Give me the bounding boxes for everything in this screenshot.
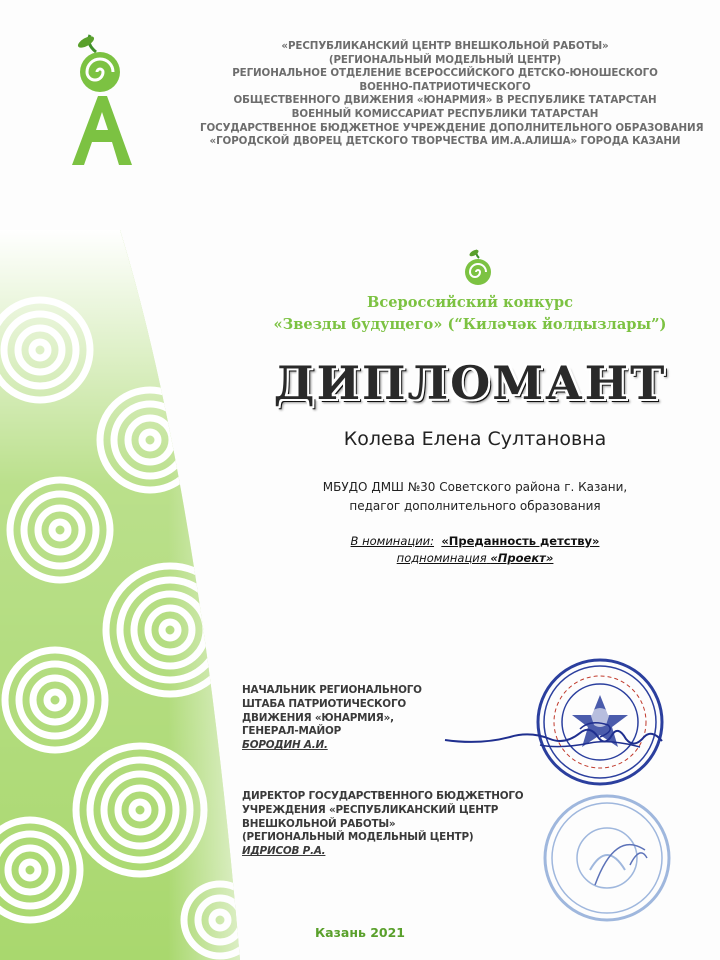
signatory-title-line: УЧРЕЖДЕНИЯ «РЕСПУБЛИКАНСКИЙ ЦЕНТР <box>242 803 499 816</box>
header-line: ВОЕННО-ПАТРИОТИЧЕСКОГО <box>359 80 531 93</box>
subnomination-line <box>240 550 710 567</box>
signatory-title-line: (РЕГИОНАЛЬНЫЙ МОДЕЛЬНЫЙ ЦЕНТР) <box>242 831 474 844</box>
recipient-organization <box>240 478 710 516</box>
signatory-1 <box>242 684 422 753</box>
green-swirl-icon <box>463 248 493 288</box>
signatory-title-line: ШТАБА ПАТРИОТИЧЕСКОГО <box>242 697 406 710</box>
nomination-line <box>240 533 710 550</box>
contest-title <box>240 292 700 336</box>
subnomination-label: подноминация <box>396 551 487 565</box>
signatory-title-line: ДВИЖЕНИЯ «ЮНАРМИЯ», <box>242 711 394 724</box>
green-swirl-background <box>0 230 240 960</box>
organization-line-2: педагог дополнительного образования <box>349 499 601 513</box>
header-line: РЕГИОНАЛЬНОЕ ОТДЕЛЕНИЕ ВСЕРОССИЙСКОГО ДЕТСКО-ЮНОШЕСКОГО <box>232 67 658 80</box>
signatory-name: БОРОДИН А.И. <box>242 739 328 752</box>
subnomination-value: «Проект» <box>490 551 554 565</box>
header-line: ВОЕННЫЙ КОМИССАРИАТ РЕСПУБЛИКИ ТАТАРСТАН <box>291 107 599 120</box>
organizers-header <box>200 40 704 149</box>
recipient-name: Колева Елена Султановна <box>343 428 607 450</box>
contest-line-2: «Звезды будущего» (“Киләчәк йолдызлары”) <box>273 316 667 333</box>
header-line: (РЕГИОНАЛЬНЫЙ МОДЕЛЬНЫЙ ЦЕНТР) <box>328 53 562 66</box>
signatory-2 <box>242 790 523 859</box>
diploma-title: ДИПЛОМАНТ <box>273 356 667 410</box>
header-line: ОБЩЕСТВЕННОГО ДВИЖЕНИЯ «ЮНАРМИЯ» В РЕСПУБЛИКЕ ТАТАРСТАН <box>233 94 657 107</box>
footer-place-year: Казань 2021 <box>314 925 406 940</box>
header-line: «ГОРОДСКОЙ ДВОРЕЦ ДЕТСКОГО ТВОРЧЕСТВА ИМ.А.АЛИША» ГОРОДА КАЗАНИ <box>209 135 681 148</box>
header-line: «РЕСПУБЛИКАНСКИЙ ЦЕНТР ВНЕШКОЛЬНОЙ РАБОТЫ» <box>281 40 609 52</box>
green-a-logo-icon <box>52 30 147 170</box>
signatory-title-line: ДИРЕКТОР ГОСУДАРСТВЕННОГО БЮДЖЕТНОГО <box>242 790 524 802</box>
signatory-title-line: ГЕНЕРАЛ-МАЙОР <box>242 725 342 738</box>
contest-line-1: Всероссийский конкурс <box>367 294 573 311</box>
rcvr-stamp-icon <box>535 790 680 925</box>
signatory-title-line: НАЧАЛЬНИК РЕГИОНАЛЬНОГО <box>242 684 422 696</box>
nomination-value: «Преданность детству» <box>441 534 600 548</box>
signature-mark <box>440 715 670 765</box>
nomination-block <box>240 533 710 567</box>
header-line: ГОСУДАРСТВЕННОЕ БЮДЖЕТНОЕ УЧРЕЖДЕНИЕ ДОПОЛНИТЕЛЬНОГО ОБРАЗОВАНИЯ <box>200 121 704 134</box>
nomination-label: В номинации: <box>350 534 435 548</box>
signatory-name: ИДРИСОВ Р.А. <box>242 845 326 858</box>
organization-line-1: МБУДО ДМШ №30 Советского района г. Казани, <box>322 480 628 494</box>
signatory-title-line: ВНЕШКОЛЬНОЙ РАБОТЫ» <box>242 817 396 830</box>
